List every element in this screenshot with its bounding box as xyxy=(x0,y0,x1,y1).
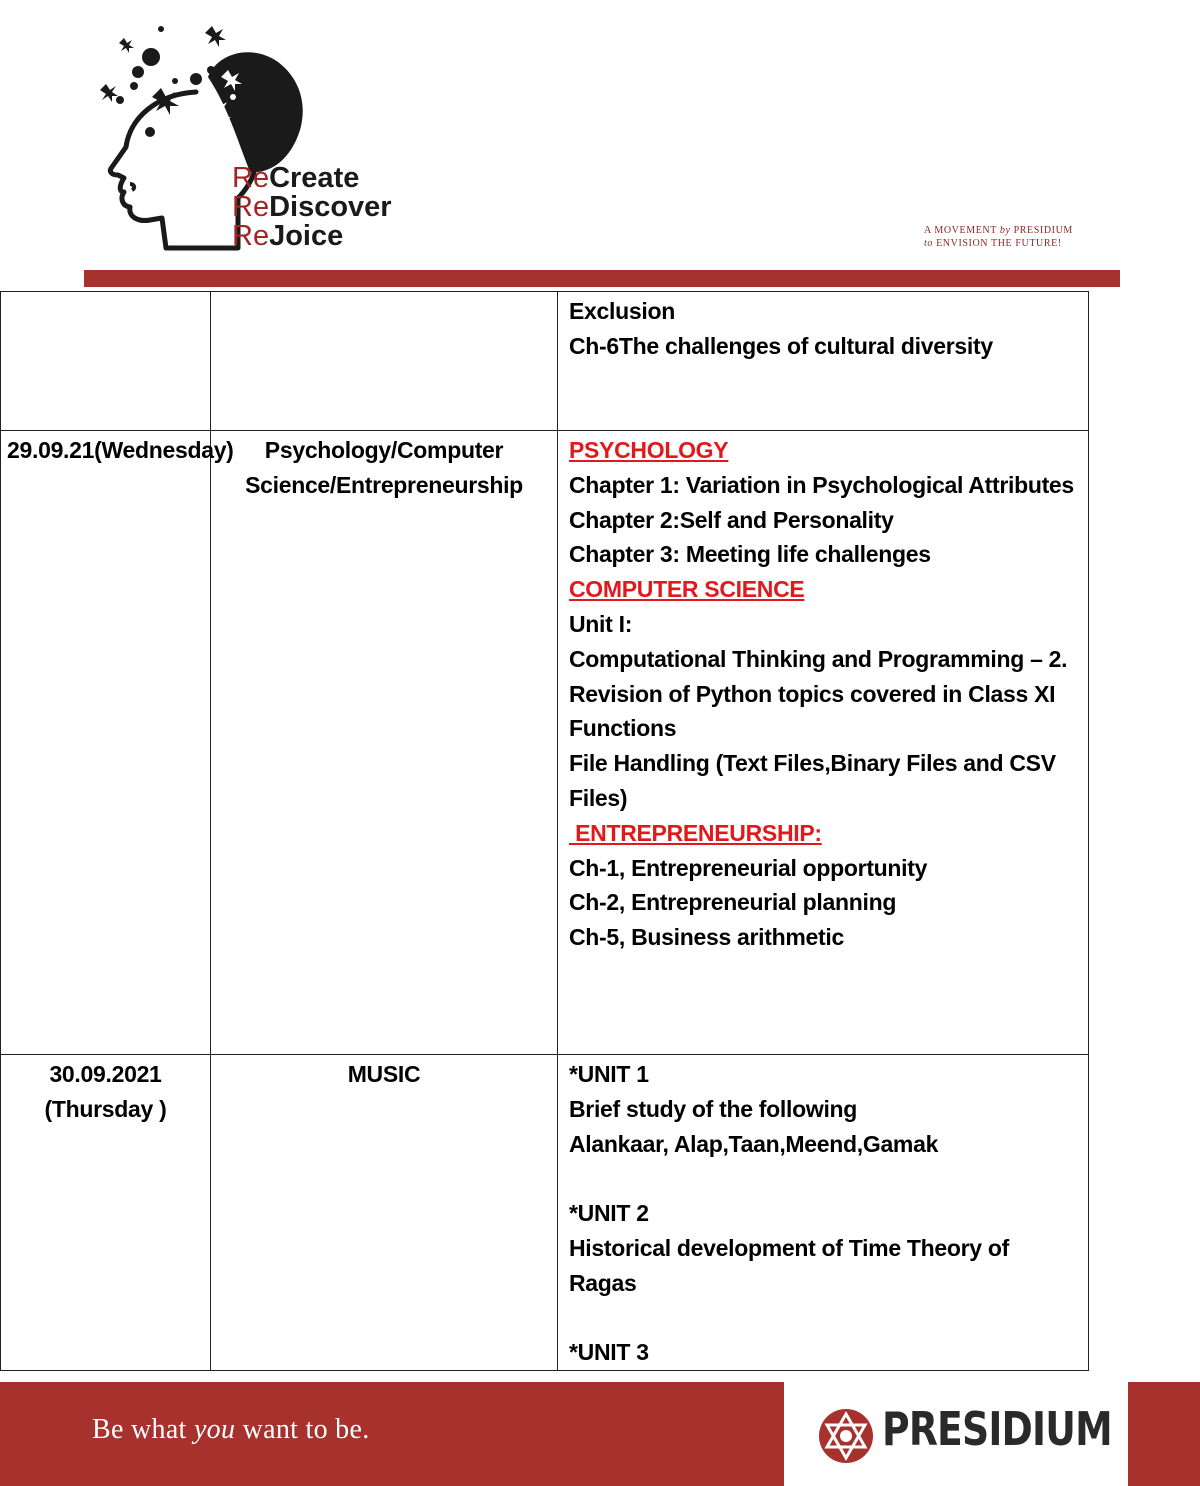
syllabus-section-heading: COMPUTER SCIENCE xyxy=(569,576,805,603)
syllabus-line: Computational Thinking and Programming – 2. xyxy=(569,645,1068,672)
exam-date-cell: 29.09.21(Wednesday) xyxy=(1,431,211,1055)
syllabus-line xyxy=(569,1301,1078,1336)
syllabus-line: Ch-1, Entrepreneurial opportunity xyxy=(569,854,928,881)
syllabus-line: Unit I: xyxy=(569,610,633,637)
footer-slogan: Be what you want to be. xyxy=(92,1414,370,1445)
syllabus-line: Chapter 1: Variation in Psychological Attributes xyxy=(569,471,1074,498)
schedule-row xyxy=(1,431,1089,1055)
syllabus-line xyxy=(569,1161,1078,1196)
schedule-body xyxy=(1,292,1089,1371)
syllabus-line: File Handling (Text Files,Binary Files and CSV Files) xyxy=(569,750,1056,811)
syllabus-section-heading: PSYCHOLOGY xyxy=(569,437,729,463)
movement-caption: A MOVEMENT by PRESIDIUM to ENVISION THE FUTURE! xyxy=(924,225,1073,249)
syllabus-line: *UNIT 1 xyxy=(569,1061,649,1087)
tagline-line-3: ReJoice xyxy=(232,220,344,252)
schedule-row xyxy=(1,292,1089,431)
syllabus-line: Functions xyxy=(569,715,677,742)
syllabus-line: Brief study of the following xyxy=(569,1095,858,1122)
syllabus-line: Ch-2, Entrepreneurial planning xyxy=(569,889,897,916)
subject-cell: Psychology/Computer Science/Entrepreneurship xyxy=(211,431,558,1055)
syllabus-cell xyxy=(558,292,1089,431)
syllabus-line: Alankaar, Alap,Taan,Meend,Gamak xyxy=(569,1130,939,1157)
syllabus-cell xyxy=(558,1055,1089,1371)
syllabus-line: *UNIT 2 xyxy=(569,1200,649,1227)
schedule-row xyxy=(1,1055,1089,1371)
exam-schedule-table xyxy=(0,291,1089,1371)
exam-date-cell: 30.09.2021 (Thursday ) xyxy=(1,1055,211,1371)
recreate-rediscover-rejoice-tagline xyxy=(232,164,392,251)
syllabus-line: Ch-6The challenges of cultural diversity xyxy=(569,332,993,359)
footer-brand xyxy=(784,1382,1128,1486)
exam-date-cell xyxy=(1,292,211,431)
syllabus-line: Ch-5, Business arithmetic xyxy=(569,924,844,951)
subject-cell xyxy=(211,292,558,431)
subject-cell: MUSIC xyxy=(211,1055,558,1371)
syllabus-section-heading: ENTREPRENEURSHIP: xyxy=(569,819,822,846)
tagline-line-1: ReCreate xyxy=(232,162,360,194)
syllabus-cell xyxy=(558,431,1089,1055)
syllabus-line: *UNIT 3 xyxy=(569,1339,649,1366)
tagline-line-2: ReDiscover xyxy=(232,191,392,223)
page-header xyxy=(68,22,1134,290)
header-accent-bar xyxy=(84,270,1120,287)
brand-wordmark: PRESIDIUM xyxy=(882,1402,1112,1456)
syllabus-line: Chapter 2:Self and Personality xyxy=(569,506,894,533)
syllabus-line: Historical development of Time Theory of Ragas xyxy=(569,1234,1009,1296)
syllabus-line: Exclusion xyxy=(569,298,675,324)
syllabus-line xyxy=(569,364,1078,399)
syllabus-line: Chapter 3: Meeting life challenges xyxy=(569,541,931,568)
page-footer xyxy=(0,1382,1200,1486)
presidium-star-icon xyxy=(818,1408,874,1464)
syllabus-line: Revision of Python topics covered in Class XI xyxy=(569,680,1056,707)
